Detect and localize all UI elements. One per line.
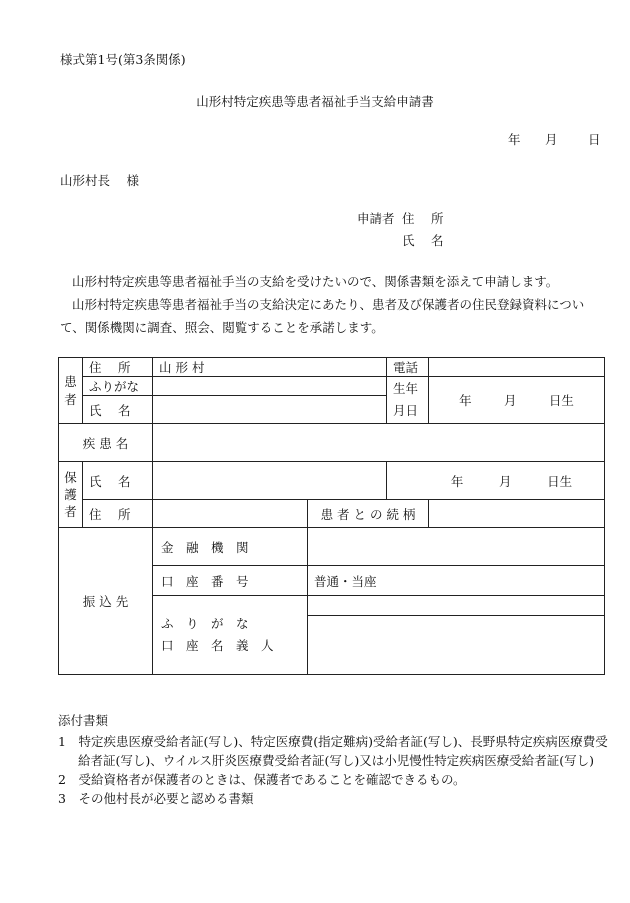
date-year: 年 [508, 132, 521, 147]
patient-name-field[interactable] [153, 396, 387, 424]
date-day: 日 [588, 132, 601, 147]
birth-label-line-2: 月日 [393, 403, 419, 418]
account-type: 普通・当座 [314, 573, 377, 589]
patient-furigana-field[interactable] [153, 377, 387, 396]
transfer-label: 振 込 先 [59, 528, 153, 675]
account-holder-label: 口 座 名 義 人 [161, 638, 274, 653]
birth-year: 年 [459, 393, 472, 408]
attachments-heading: 添付書類 [58, 713, 109, 728]
account-type-field[interactable] [308, 566, 605, 596]
patient-label: 患者 [59, 358, 83, 424]
page-title: 山形村特定疾患等患者福祉手当支給申請書 [196, 94, 434, 109]
guardian-birth-date-field[interactable] [387, 462, 605, 500]
attachment-item-3: 3 その他村長が必要と認める書類 [58, 791, 254, 806]
attachment-item-1: 1 特定疾患医療受給者証(写し)、特定医療費(指定難病)受給者証(写し)、長野県特定疾病医療費受給者証(写し)、ウイルス肝炎医療費受給者証(写し)又は小児慢性特定疾病医療受給者証(写し) [58, 734, 608, 768]
body-paragraph-1: 山形村特定疾患等患者福祉手当の支給を受けたいので、関係書類を添えて申請します。 [72, 274, 559, 289]
patient-address-value: 山 形 村 [153, 358, 387, 377]
relation-field[interactable] [429, 500, 605, 528]
phone-field[interactable] [429, 358, 605, 377]
birth-label-line-1: 生年 [393, 381, 419, 396]
phone-label: 電話 [387, 358, 429, 377]
applicant-address-label: 住 所 [402, 211, 444, 226]
furigana-label: ふりがな [83, 377, 153, 396]
application-table [58, 357, 605, 675]
addressee: 山形村長 様 [60, 173, 139, 188]
guardian-birth-year: 年 [450, 473, 464, 489]
guardian-label-text: 保護者 [64, 470, 77, 519]
disease-label: 疾 患 名 [59, 424, 153, 462]
birth-month: 月 [504, 393, 517, 408]
account-holder-furigana-label: ふ り が な [161, 616, 249, 631]
applicant-label: 申請者 [357, 211, 395, 226]
guardian-name-field[interactable] [153, 462, 387, 500]
guardian-birth-month: 月 [498, 473, 512, 489]
birth-day: 日生 [548, 393, 574, 408]
guardian-name-label: 氏 名 [83, 462, 153, 500]
account-holder-furigana-field[interactable] [308, 596, 605, 616]
relation-label: 患 者 と の 続 柄 [308, 500, 429, 528]
bank-label: 金 融 機 関 [153, 528, 308, 566]
disease-field[interactable] [153, 424, 605, 462]
date-month: 月 [545, 132, 558, 147]
guardian-address-field[interactable] [153, 500, 308, 528]
patient-name-label: 氏 名 [83, 396, 153, 424]
attachments [58, 711, 610, 808]
bank-field[interactable] [308, 528, 605, 566]
applicant-name-label: 氏 名 [402, 233, 444, 248]
account-number-label: 口 座 番 号 [153, 566, 308, 596]
account-holder-label-cell [153, 596, 308, 675]
birth-label [387, 377, 429, 424]
patient-birth-date-field[interactable] [429, 377, 605, 424]
form-number: 様式第1号(第3条関係) [60, 52, 186, 67]
attachment-item-2: 2 受給資格者が保護者のときは、保護者であることを確認できるもの。 [58, 772, 466, 787]
body-paragraph-2: 山形村特定疾患等患者福祉手当の支給決定にあたり、患者及び保護者の住民登録資料について、関係機関に調査、照会、閲覧することを承諾します。 [60, 297, 585, 335]
patient-address-label: 住 所 [83, 358, 153, 377]
guardian-birth-day: 日生 [547, 473, 573, 489]
guardian-label [59, 462, 83, 528]
account-holder-field[interactable] [308, 616, 605, 675]
guardian-address-label: 住 所 [83, 500, 153, 528]
